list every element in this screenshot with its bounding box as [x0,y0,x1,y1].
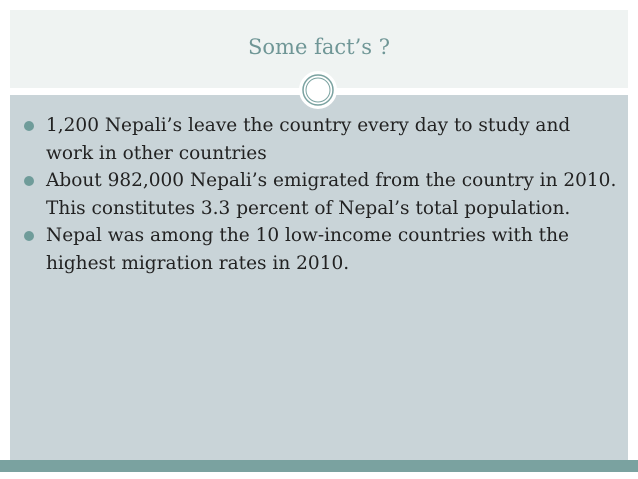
bullet-text: About 982,000 Nepali’s emigrated from the country in 2010. This constitutes 3.3 percent of Nepal’s total population. [46,170,617,219]
circle-ornament-icon [298,70,338,110]
bullet-dot-icon [24,231,34,241]
bullet-list [20,112,620,277]
footer-bar [0,460,638,472]
list-item [20,167,620,222]
bullet-dot-icon [24,176,34,186]
list-item [20,222,620,277]
bullet-text: Nepal was among the 10 low-income countries with the highest migration rates in 2010. [46,225,569,274]
slide-title: Some fact’s ? [248,35,390,59]
bullet-dot-icon [24,121,34,131]
bullet-text: 1,200 Nepali’s leave the country every day to study and work in other countries [46,115,571,164]
list-item [20,112,620,167]
